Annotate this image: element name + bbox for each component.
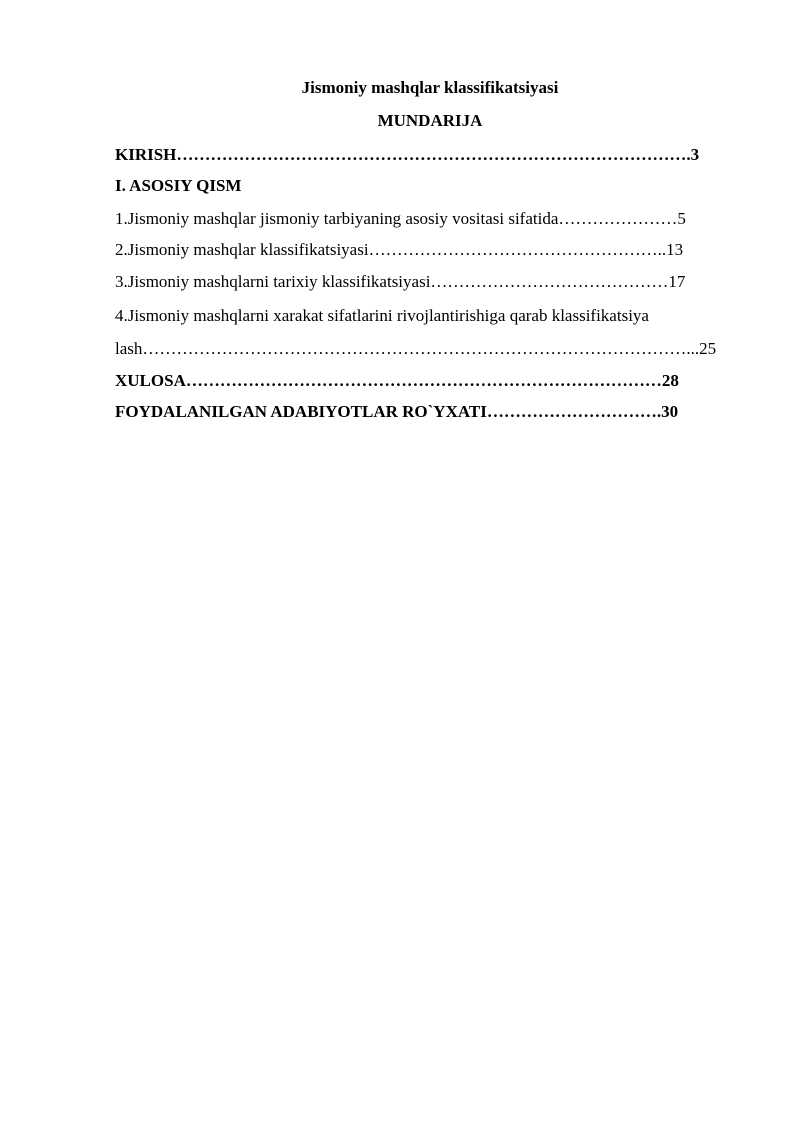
toc-entry-3: 3.Jismoniy mashqlarni tarixiy klassifikatsiyasi……………………………………17 [115, 272, 686, 291]
toc-entry-1: 1.Jismoniy mashqlar jismoniy tarbiyaning asosiy vositasi sifatida…………………5 [115, 209, 686, 228]
toc-section-asosiy-qism: I. ASOSIY QISM [115, 176, 242, 195]
toc-entry-xulosa: XULOSA…………………………………………………………………………28 [115, 371, 679, 390]
toc-entry-adabiyotlar: FOYDALANILGAN ADABIYOTLAR RO`YXATI………………………….30 [115, 402, 679, 421]
document-title: Jismoniy mashqlar klassifikatsiyasi [301, 78, 559, 97]
toc-entry-2: 2.Jismoniy mashqlar klassifikatsiyasi……………………………………………..13 [115, 240, 684, 259]
toc-heading: MUNDARIJA [377, 111, 483, 130]
toc-entry-4-line1: 4.Jismoniy mashqlarni xarakat sifatlarini rivojlantirishiga qarab klassifikatsiya [115, 306, 649, 325]
toc-entry-4-line2: lash……………………………………………………………………………………...25 [115, 339, 717, 358]
toc-entry-kirish: KIRISH……………………………………………………………………………….3 [115, 145, 700, 164]
